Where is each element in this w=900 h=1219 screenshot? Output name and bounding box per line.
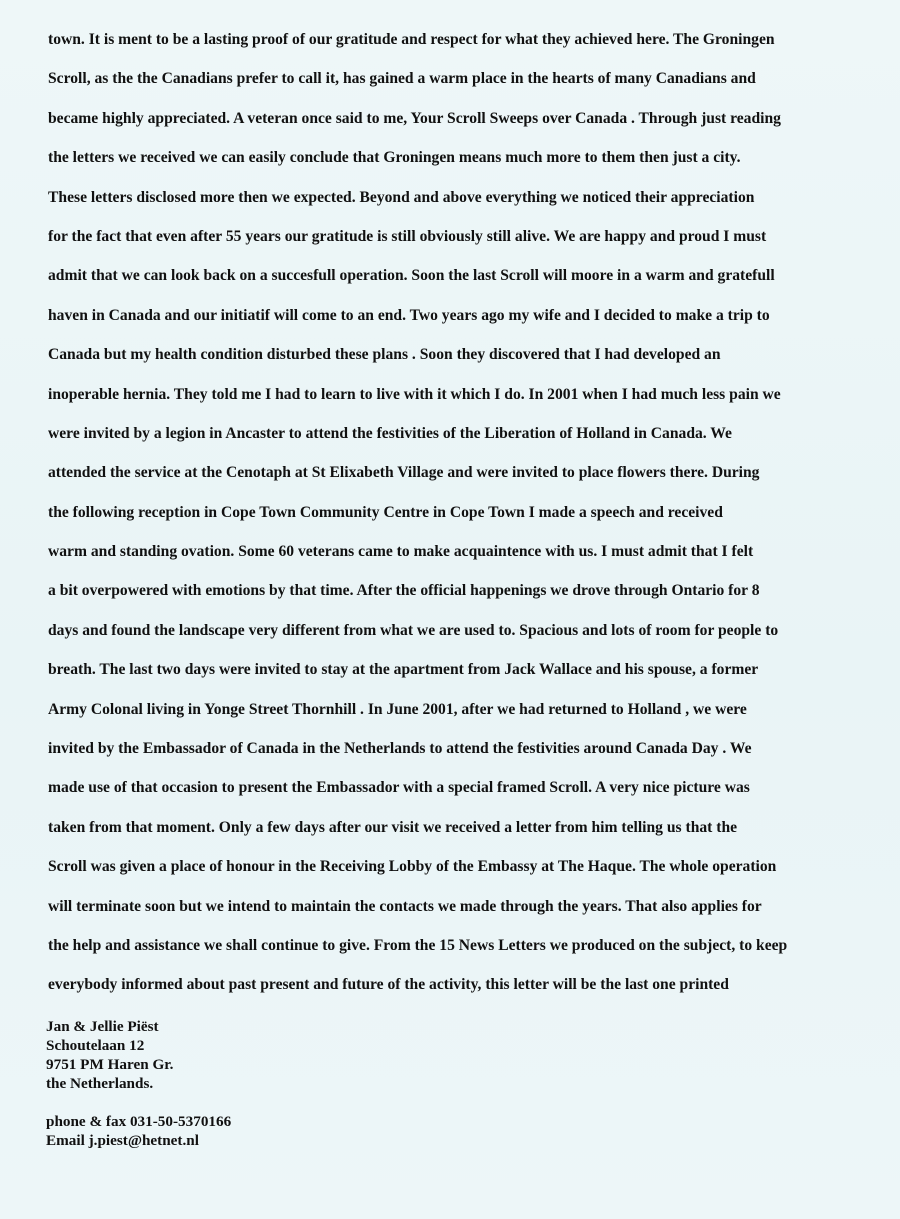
letter-line: made use of that occasion to present the Embassador with a special framed Scroll. A very nice picture was bbox=[48, 779, 750, 797]
address-postcode-city: 9751 PM Haren Gr. bbox=[46, 1056, 174, 1073]
letter-line: were invited by a legion in Ancaster to attend the festivities of the Liberation of Holland in Canada. We bbox=[48, 424, 732, 442]
contact-email: Email j.piest@hetnet.nl bbox=[46, 1132, 199, 1149]
letter-body bbox=[48, 20, 878, 1005]
letter-line: the help and assistance we shall continue to give. From the 15 News Letters we produced on the subject, to keep bbox=[48, 936, 788, 954]
signature-names: Jan & Jellie Piëst bbox=[46, 1018, 159, 1035]
letter-line: warm and standing ovation. Some 60 veterans came to make acquaintence with us. I must admit that I felt bbox=[48, 543, 754, 561]
letter-line: Scroll was given a place of honour in the Receiving Lobby of the Embassy at The Haque. The whole operation bbox=[48, 858, 777, 876]
letter-line: invited by the Embassador of Canada in the Netherlands to attend the festivities around Canada Day . We bbox=[48, 740, 752, 758]
letter-line: a bit overpowered with emotions by that time. After the official happenings we drove through Ontario for 8 bbox=[48, 582, 760, 600]
letter-line: These letters disclosed more then we expected. Beyond and above everything we noticed their appreciation bbox=[48, 188, 755, 206]
letter-line: will terminate soon but we intend to maintain the contacts we made through the years. That also applies for bbox=[48, 897, 762, 915]
letter-line: inoperable hernia. They told me I had to learn to live with it which I do. In 2001 when I had much less pain we bbox=[48, 385, 781, 403]
letter-line: taken from that moment. Only a few days after our visit we received a letter from him telling us that the bbox=[48, 818, 738, 836]
letter-line: attended the service at the Cenotaph at St Elixabeth Village and were invited to place flowers there. During bbox=[48, 464, 760, 482]
letter-line: for the fact that even after 55 years our gratitude is still obviously still alive. We are happy and proud I must bbox=[48, 227, 767, 245]
signature-block bbox=[46, 1017, 231, 1150]
letter-line: everybody informed about past present and future of the activity, this letter will be the last one printed bbox=[48, 976, 729, 994]
letter-line: the letters we received we can easily conclude that Groningen means much more to them then just a city. bbox=[48, 149, 741, 167]
letter-line: Canada but my health condition disturbed these plans . Soon they discovered that I had developed an bbox=[48, 346, 721, 364]
spacer bbox=[46, 1093, 231, 1112]
letter-line: breath. The last two days were invited to stay at the apartment from Jack Wallace and his spouse, a former bbox=[48, 661, 759, 679]
letter-line: Army Colonal living in Yonge Street Thornhill . In June 2001, after we had returned to Holland , we were bbox=[48, 700, 747, 718]
letter-line: Scroll, as the the Canadians prefer to call it, has gained a warm place in the hearts of many Canadians and bbox=[48, 70, 756, 88]
letter-line: became highly appreciated. A veteran once said to me, Your Scroll Sweeps over Canada . Through just reading bbox=[48, 109, 781, 127]
letter-line: town. It is ment to be a lasting proof of our gratitude and respect for what they achieved here. The Groningen bbox=[48, 31, 775, 48]
letter-line: days and found the landscape very different from what we are used to. Spacious and lots of room for people to bbox=[48, 621, 779, 639]
contact-phone: phone & fax 031-50-5370166 bbox=[46, 1113, 232, 1130]
address-street: Schoutelaan 12 bbox=[46, 1037, 145, 1054]
letter-line: admit that we can look back on a succesfull operation. Soon the last Scroll will moore in a warm and gratefull bbox=[48, 267, 775, 285]
address-country: the Netherlands. bbox=[46, 1075, 154, 1092]
letter-line: haven in Canada and our initiatif will come to an end. Two years ago my wife and I decided to make a trip to bbox=[48, 306, 770, 324]
letter-line: the following reception in Cope Town Community Centre in Cope Town I made a speech and received bbox=[48, 503, 723, 521]
